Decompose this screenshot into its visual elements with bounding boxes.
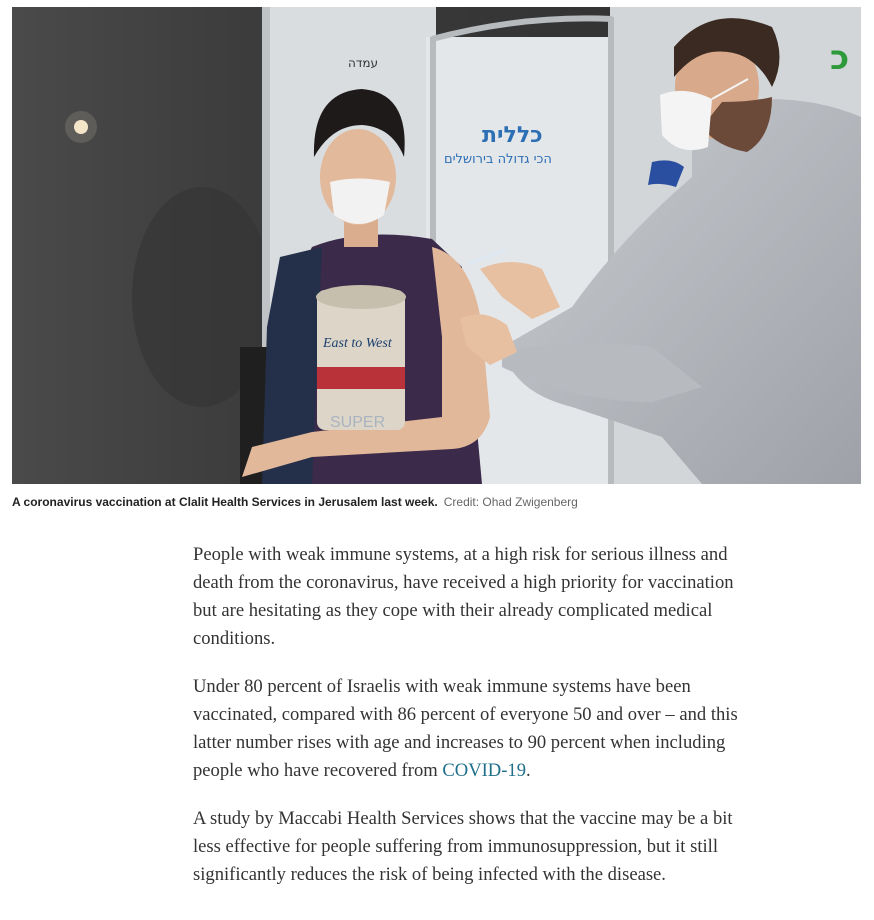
sign-tagline-text: הכי גדולה בירושלים [444, 152, 552, 167]
vaccination-photo-illustration [12, 7, 861, 484]
paragraph-1: People with weak immune systems, at a high risk for serious illness and death from the coronavirus, have received a high priority for vaccination but are hesitating as they cope with their already complicated medical conditions. [193, 544, 734, 649]
article-body [193, 541, 738, 909]
sign-station-text: עמדה [348, 56, 379, 70]
paragraph-2-end: . [526, 760, 531, 781]
paragraph-2-text: Under 80 percent of Israelis with weak immune systems have been vaccinated, compared with 86 percent of everyone 50 and over – and this latter number rises with age and increases to 90 percent when including people who have recovered from [193, 676, 738, 781]
shirt-text-line1: East to West [323, 336, 392, 351]
photo-credit: Credit: Ohad Zwigenberg [443, 495, 578, 509]
article-photo [12, 7, 861, 484]
photo-caption [12, 494, 862, 510]
svg-text:כ: כ [830, 38, 850, 78]
covid-19-link[interactable]: COVID-19 [442, 760, 527, 781]
paragraph-3: A study by Maccabi Health Services shows that the vaccine may be a bit less effective for people suffering from immunosuppression, but it still significantly reduces the risk of being infected with the disease. [193, 808, 733, 885]
shirt-text-line2: SUPER [330, 414, 386, 431]
paragraph-2 [193, 673, 738, 785]
caption-text: A coronavirus vaccination at Clalit Health Services in Jerusalem last week. [12, 495, 438, 509]
sign-brand-text: כללית [482, 123, 543, 148]
